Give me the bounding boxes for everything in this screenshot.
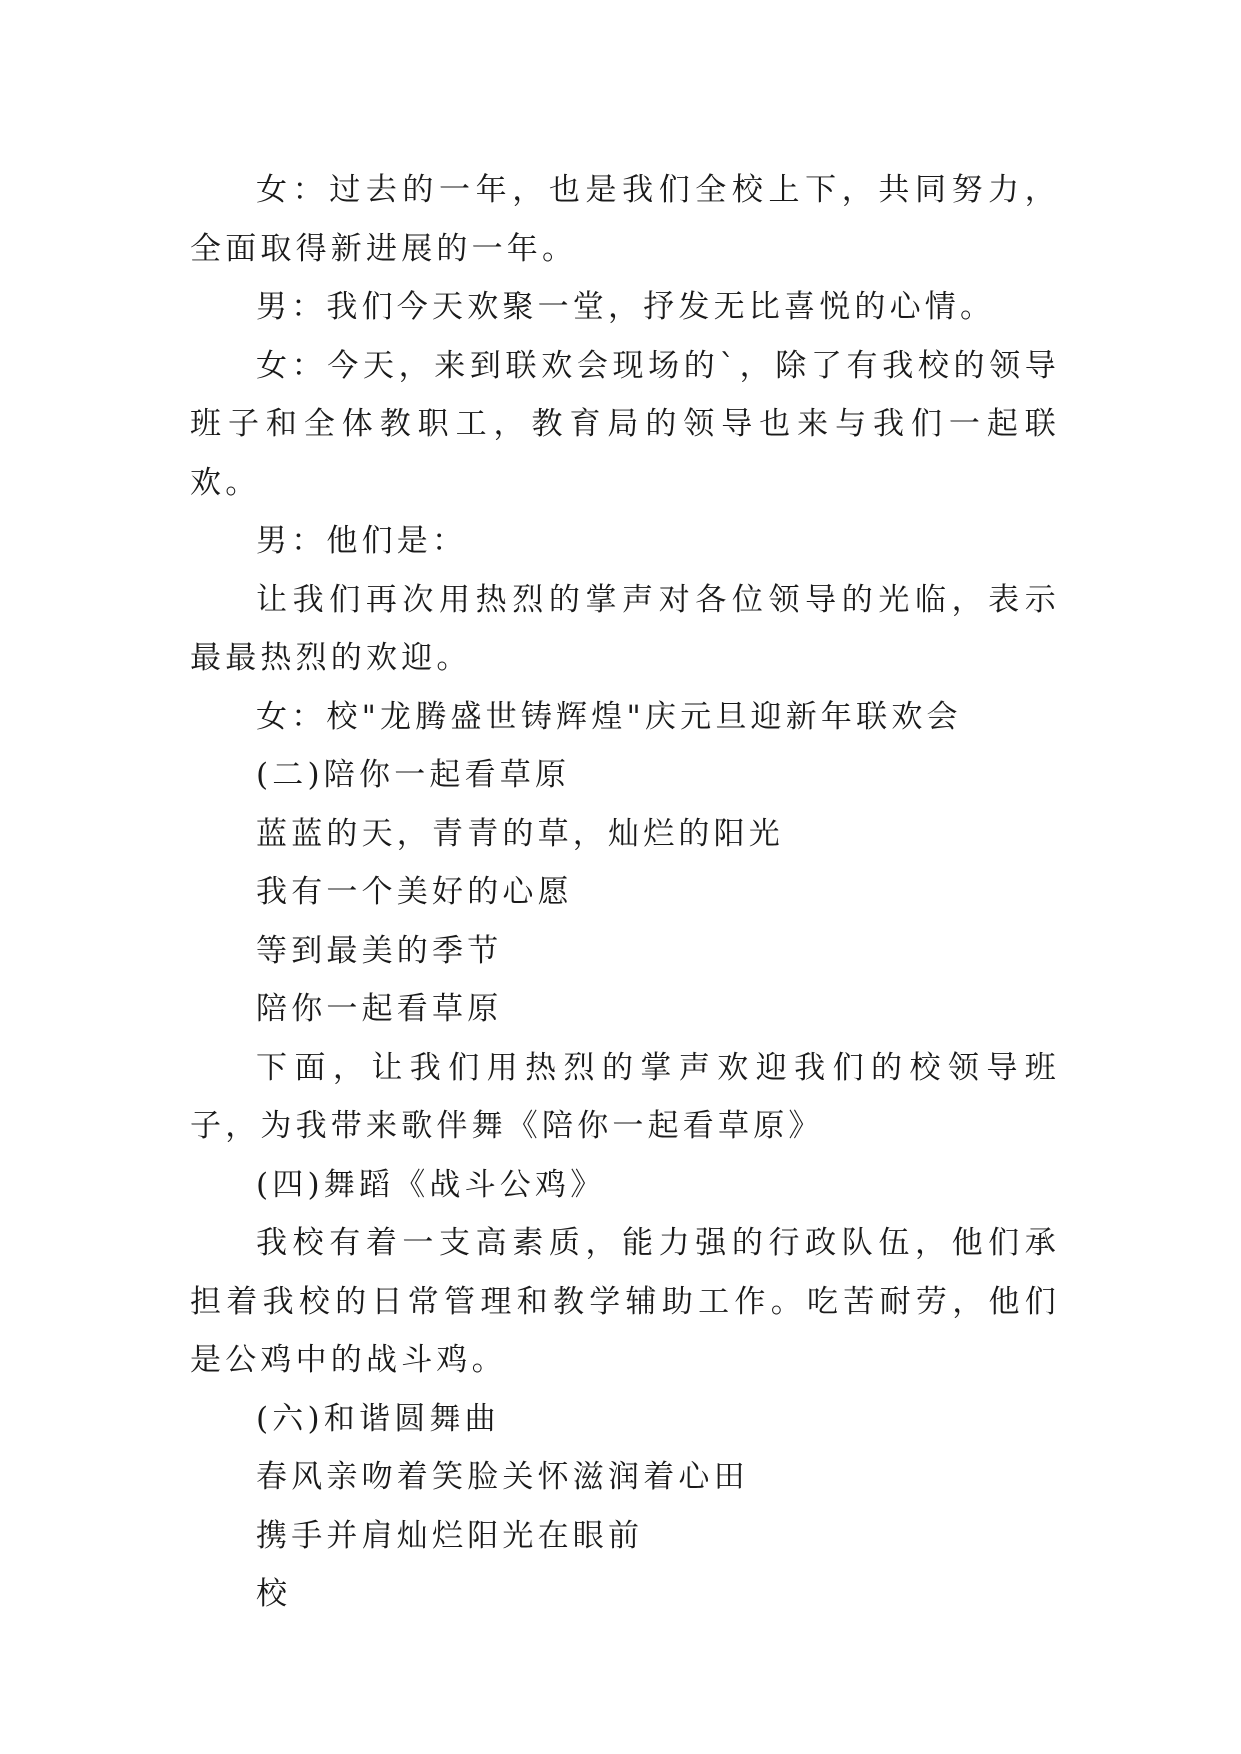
paragraph: 男：我们今天欢聚一堂，抒发无比喜悦的心情。 — [256, 289, 996, 325]
paragraph: 等到最美的季节 — [256, 932, 503, 969]
paragraph: 下面，让我们用热烈的掌声欢迎我们的校领导班子，为我带来歌伴舞《陪你一起看草原》 — [190, 1049, 1060, 1144]
paragraph: 女：过去的一年，也是我们全校上下，共同努力，全面取得新进展的一年。 — [190, 172, 1060, 267]
paragraph: 让我们再次用热烈的掌声对各位领导的光临，表示最最热烈的欢迎。 — [190, 581, 1060, 676]
document-body — [190, 161, 1060, 1624]
paragraph: 女：今天，来到联欢会现场的`，除了有我校的领导班子和全体教职工，教育局的领导也来与我们一起联欢。 — [190, 347, 1060, 501]
paragraph: 蓝蓝的天，青青的草，灿烂的阳光 — [256, 815, 784, 852]
paragraph: 我有一个美好的心愿 — [256, 874, 573, 910]
paragraph: (二)陪你一起看草原 — [256, 757, 571, 793]
paragraph: 陪你一起看草原 — [256, 991, 503, 1027]
paragraph: (六)和谐圆舞曲 — [256, 1400, 500, 1437]
paragraph: 校 — [256, 1576, 292, 1612]
paragraph: (四)舞蹈《战斗公鸡》 — [256, 1166, 606, 1203]
paragraph: 男：他们是： — [256, 523, 468, 559]
paragraph: 女：校"龙腾盛世铸辉煌"庆元旦迎新年联欢会 — [256, 698, 962, 735]
paragraph: 携手并肩灿烂阳光在眼前 — [256, 1517, 644, 1554]
paragraph: 春风亲吻着笑脸关怀滋润着心田 — [256, 1459, 749, 1495]
paragraph: 我校有着一支高素质，能力强的行政队伍，他们承担着我校的日常管理和教学辅助工作。吃苦耐劳，他们是公鸡中的战斗鸡。 — [190, 1225, 1060, 1378]
